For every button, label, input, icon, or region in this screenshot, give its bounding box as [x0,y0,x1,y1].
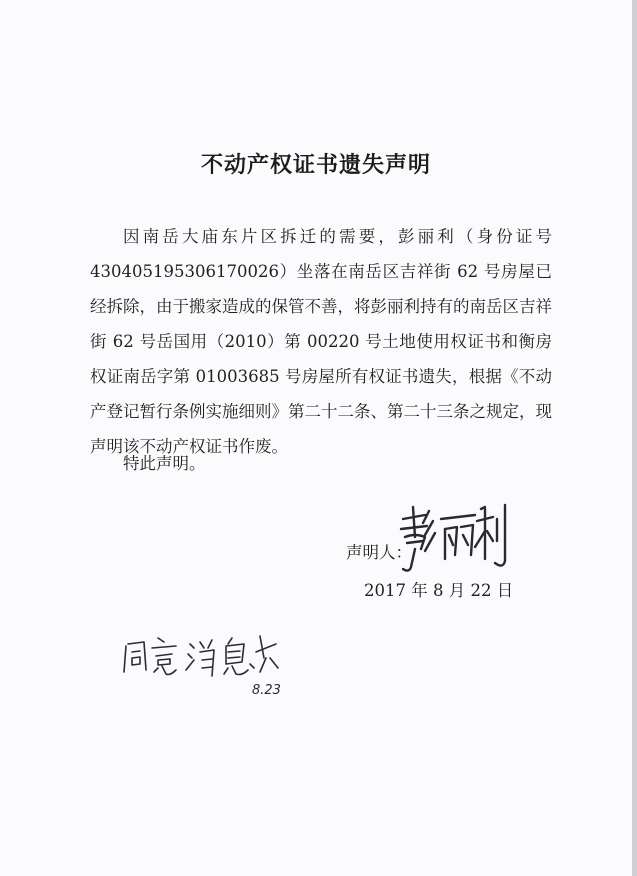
handwritten-note [120,628,300,703]
handwritten-signature [395,497,510,577]
handwritten-date: 8.23 [252,683,281,698]
declaration-body: 因南岳大庙东片区拆迁的需要，彭丽利（身份证号430405195306170026）坐落在南岳区吉祥街 62 号房屋已经拆除，由于搬家造成的保管不善，将彭丽利持有的南岳区吉祥街 62 号岳国用（2010）第 00220 号土地使用权证书和衡房权证南岳字第 01003685 号房屋所有权证书遗失，根据《不动产登记暂行条例实施细则》第二十二条、第二十三条之规定，现声明该不动产权证书作废。 [90,227,552,456]
document-title: 不动产权证书遗失声明 [200,153,431,178]
declaration-date: 2017 年 8 月 22 日 [364,581,514,600]
closing-statement: 特此声明。 [123,454,206,473]
signer-label: 声明人： [346,543,412,562]
